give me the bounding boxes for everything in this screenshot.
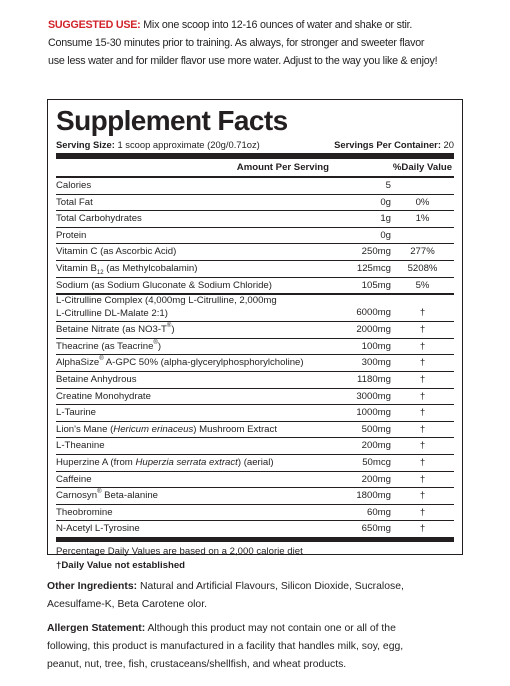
suggested-use-text-2: Consume 15-30 minutes prior to training. As always, for stronger and sweeter flavor [48,37,425,49]
ingredient-name: Sodium (as Sodium Gluconate & Sodium Chloride) [56,279,272,291]
footnote-not-established: †Daily Value not established [56,559,186,571]
daily-value: 1% [415,213,430,225]
amount-per-serving: 1180mg [357,373,391,385]
ingredient-name: Vitamin C (as Ascorbic Acid) [56,246,177,258]
amount-per-serving: 2000mg [356,324,391,336]
daily-value [391,178,454,194]
daily-value: † [419,324,426,336]
daily-value: 0% [415,196,430,208]
daily-value: † [419,407,426,419]
daily-value: 5208% [407,262,438,274]
daily-value: † [419,390,426,402]
facts-row [56,211,454,228]
facts-rows [56,178,454,538]
ingredient-name: Betaine Anhydrous [56,373,137,385]
facts-row [56,339,454,356]
amount-per-serving: 0g [380,196,391,208]
amount-per-serving: 650mg [361,523,391,535]
daily-value: † [419,373,426,385]
ingredient-name-part: ® [99,356,104,363]
amount-per-serving: 200mg [361,440,391,452]
allergen-text-3: peanut, nut, tree, fish, crustaceans/shellfish, and wheat products. [47,659,347,670]
facts-row [56,438,454,455]
facts-row [56,355,454,372]
amount-per-serving: 105mg [361,279,391,291]
amount-per-serving: 500mg [361,423,391,435]
ingredient-name-part: L-Citrulline DL-Malate 2:1) [56,307,168,319]
amount-per-serving: 100mg [361,340,391,352]
ingredient-name [56,322,329,338]
daily-value-header: %Daily Value [392,162,453,173]
ingredient-name [56,455,329,471]
ingredient-name [56,295,329,320]
amount-per-serving-header: Amount Per Serving [236,162,329,173]
facts-row [56,244,454,261]
facts-row [56,389,454,406]
other-ingredients-text-1: Natural and Artificial Flavours, Silicon Dioxide, Sucralose, [137,581,404,592]
amount-per-serving: 250mg [361,246,391,258]
ingredient-name [56,422,329,438]
ingredient-name-part: Vitamin B [56,262,97,274]
amount-per-serving: 300mg [361,357,391,369]
amount-per-serving: 125mcg [356,262,391,274]
serving-size-value: 1 scoop approximate (20g/0.71oz) [114,139,260,150]
facts-row [56,322,454,339]
ingredient-name-part: ® [166,323,172,330]
allergen-label: Allergen Statement: [47,623,146,634]
supplement-facts-panel [47,99,463,571]
amount-per-serving: 0g [380,229,391,241]
ingredient-name-part: Hericum erinaceus [113,423,194,435]
facts-row [56,278,454,296]
daily-value: † [419,506,426,518]
amount-per-serving: 50mcg [362,456,391,468]
daily-value: † [419,456,426,468]
ingredient-name: Creatine Monohydrate [56,390,151,402]
daily-value: † [419,490,426,502]
facts-row [56,405,454,422]
amount-per-serving: 1000mg [356,407,391,419]
facts-row [56,195,454,212]
other-ingredients [47,578,477,614]
facts-row [56,455,454,472]
daily-value: † [419,307,426,319]
ingredient-name: Total Carbohydrates [56,213,142,225]
amount-per-serving: 5 [385,180,391,191]
amount-per-serving: 1g [380,213,391,225]
ingredient-name-part: AlphaSize [56,357,100,369]
daily-value: † [419,357,426,369]
servings-per-container-label: Servings Per Container: [334,139,441,150]
facts-footnote [56,538,454,573]
ingredient-name: N-Acetyl L-Tyrosine [56,523,140,535]
facts-column-header [56,159,454,178]
facts-row [56,295,454,322]
ingredient-name-part: ® [153,339,158,346]
ingredient-name-part: Betaine Nitrate (as NO3-T [56,324,167,336]
servings-per-container-value: 20 [440,139,454,150]
daily-value [391,228,454,244]
ingredient-name-part: Huperzine A (from [56,456,136,468]
facts-row [56,472,454,489]
ingredient-name [56,488,329,504]
ingredient-name-part: ) [171,324,175,336]
allergen-text-2: following, this product is manufactured in a facility that handles milk, soy, egg, [47,641,404,652]
serving-size-label: Serving Size: [56,139,115,150]
footnote-daily-values: Percentage Daily Values are based on a 2,000 calorie diet [56,545,303,557]
allergen-text-1: Although this product may not contain one or all of the [145,623,396,634]
serving-info [56,138,454,159]
daily-value: † [419,473,426,485]
ingredient-name-part: A-GPC 50% (alpha-glycerylphosphorylcholine) [103,357,304,369]
amount-per-serving: 6000mg [356,307,391,319]
ingredient-name: L-Theanine [56,440,105,452]
ingredient-name-part: Carnosyn [56,490,98,502]
ingredient-name: L-Taurine [56,407,96,419]
facts-row [56,488,454,505]
daily-value: † [419,340,426,352]
daily-value: † [419,440,426,452]
amount-per-serving: 60mg [367,506,391,518]
suggested-use [48,16,452,70]
amount-per-serving: 200mg [361,473,391,485]
facts-row [56,178,454,195]
facts-title: Supplement Facts [56,105,288,136]
ingredient-name [56,339,329,355]
facts-row [56,505,454,522]
ingredient-name [56,355,329,371]
facts-row [56,422,454,439]
ingredient-name-part: Theacrine (as Teacrine [56,340,154,352]
ingredient-name-part: ) [157,340,162,352]
ingredient-name [56,261,329,277]
other-ingredients-text-2: Acesulfame-K, Beta Carotene olor. [47,599,207,610]
facts-row [56,261,454,278]
ingredient-name-part: 12 [96,269,104,276]
suggested-use-text-1: Mix one scoop into 12-16 ounces of water and shake or stir. [140,19,413,31]
ingredient-name: Total Fat [56,196,93,208]
ingredient-name: Calories [56,180,92,191]
other-ingredients-label: Other Ingredients: [47,581,138,592]
ingredient-name: Theobromine [56,506,113,518]
daily-value: † [419,523,426,535]
ingredient-name-part: ) (aerial) [237,456,274,468]
suggested-use-text-3: use less water and for milder flavor use more water. Adjust to the way you like & enjoy! [48,55,438,67]
amount-per-serving: 1800mg [356,490,391,502]
suggested-use-label: SUGGESTED USE: [48,19,141,31]
ingredient-name: Protein [56,229,87,241]
ingredient-name-part: (as Methylcobalamin) [103,262,198,274]
ingredient-name-part: Beta-alanine [101,490,159,502]
daily-value: 5% [415,279,430,291]
amount-per-serving: 3000mg [356,390,391,402]
ingredient-name-part: ® [97,489,102,496]
facts-row [56,228,454,245]
ingredient-name-part: Lion's Mane ( [56,423,114,435]
facts-row [56,521,454,538]
ingredient-name-part: L-Citrulline Complex (4,000mg L-Citrulline, 2,000mg [56,295,277,307]
daily-value: 277% [410,246,435,258]
ingredient-name-part: ) Mushroom Extract [193,423,277,435]
ingredient-name-part: Huperzia serrata extract [135,456,238,468]
allergen-statement [47,620,477,674]
daily-value: † [419,423,426,435]
facts-row [56,372,454,389]
ingredient-name: Caffeine [56,473,92,485]
